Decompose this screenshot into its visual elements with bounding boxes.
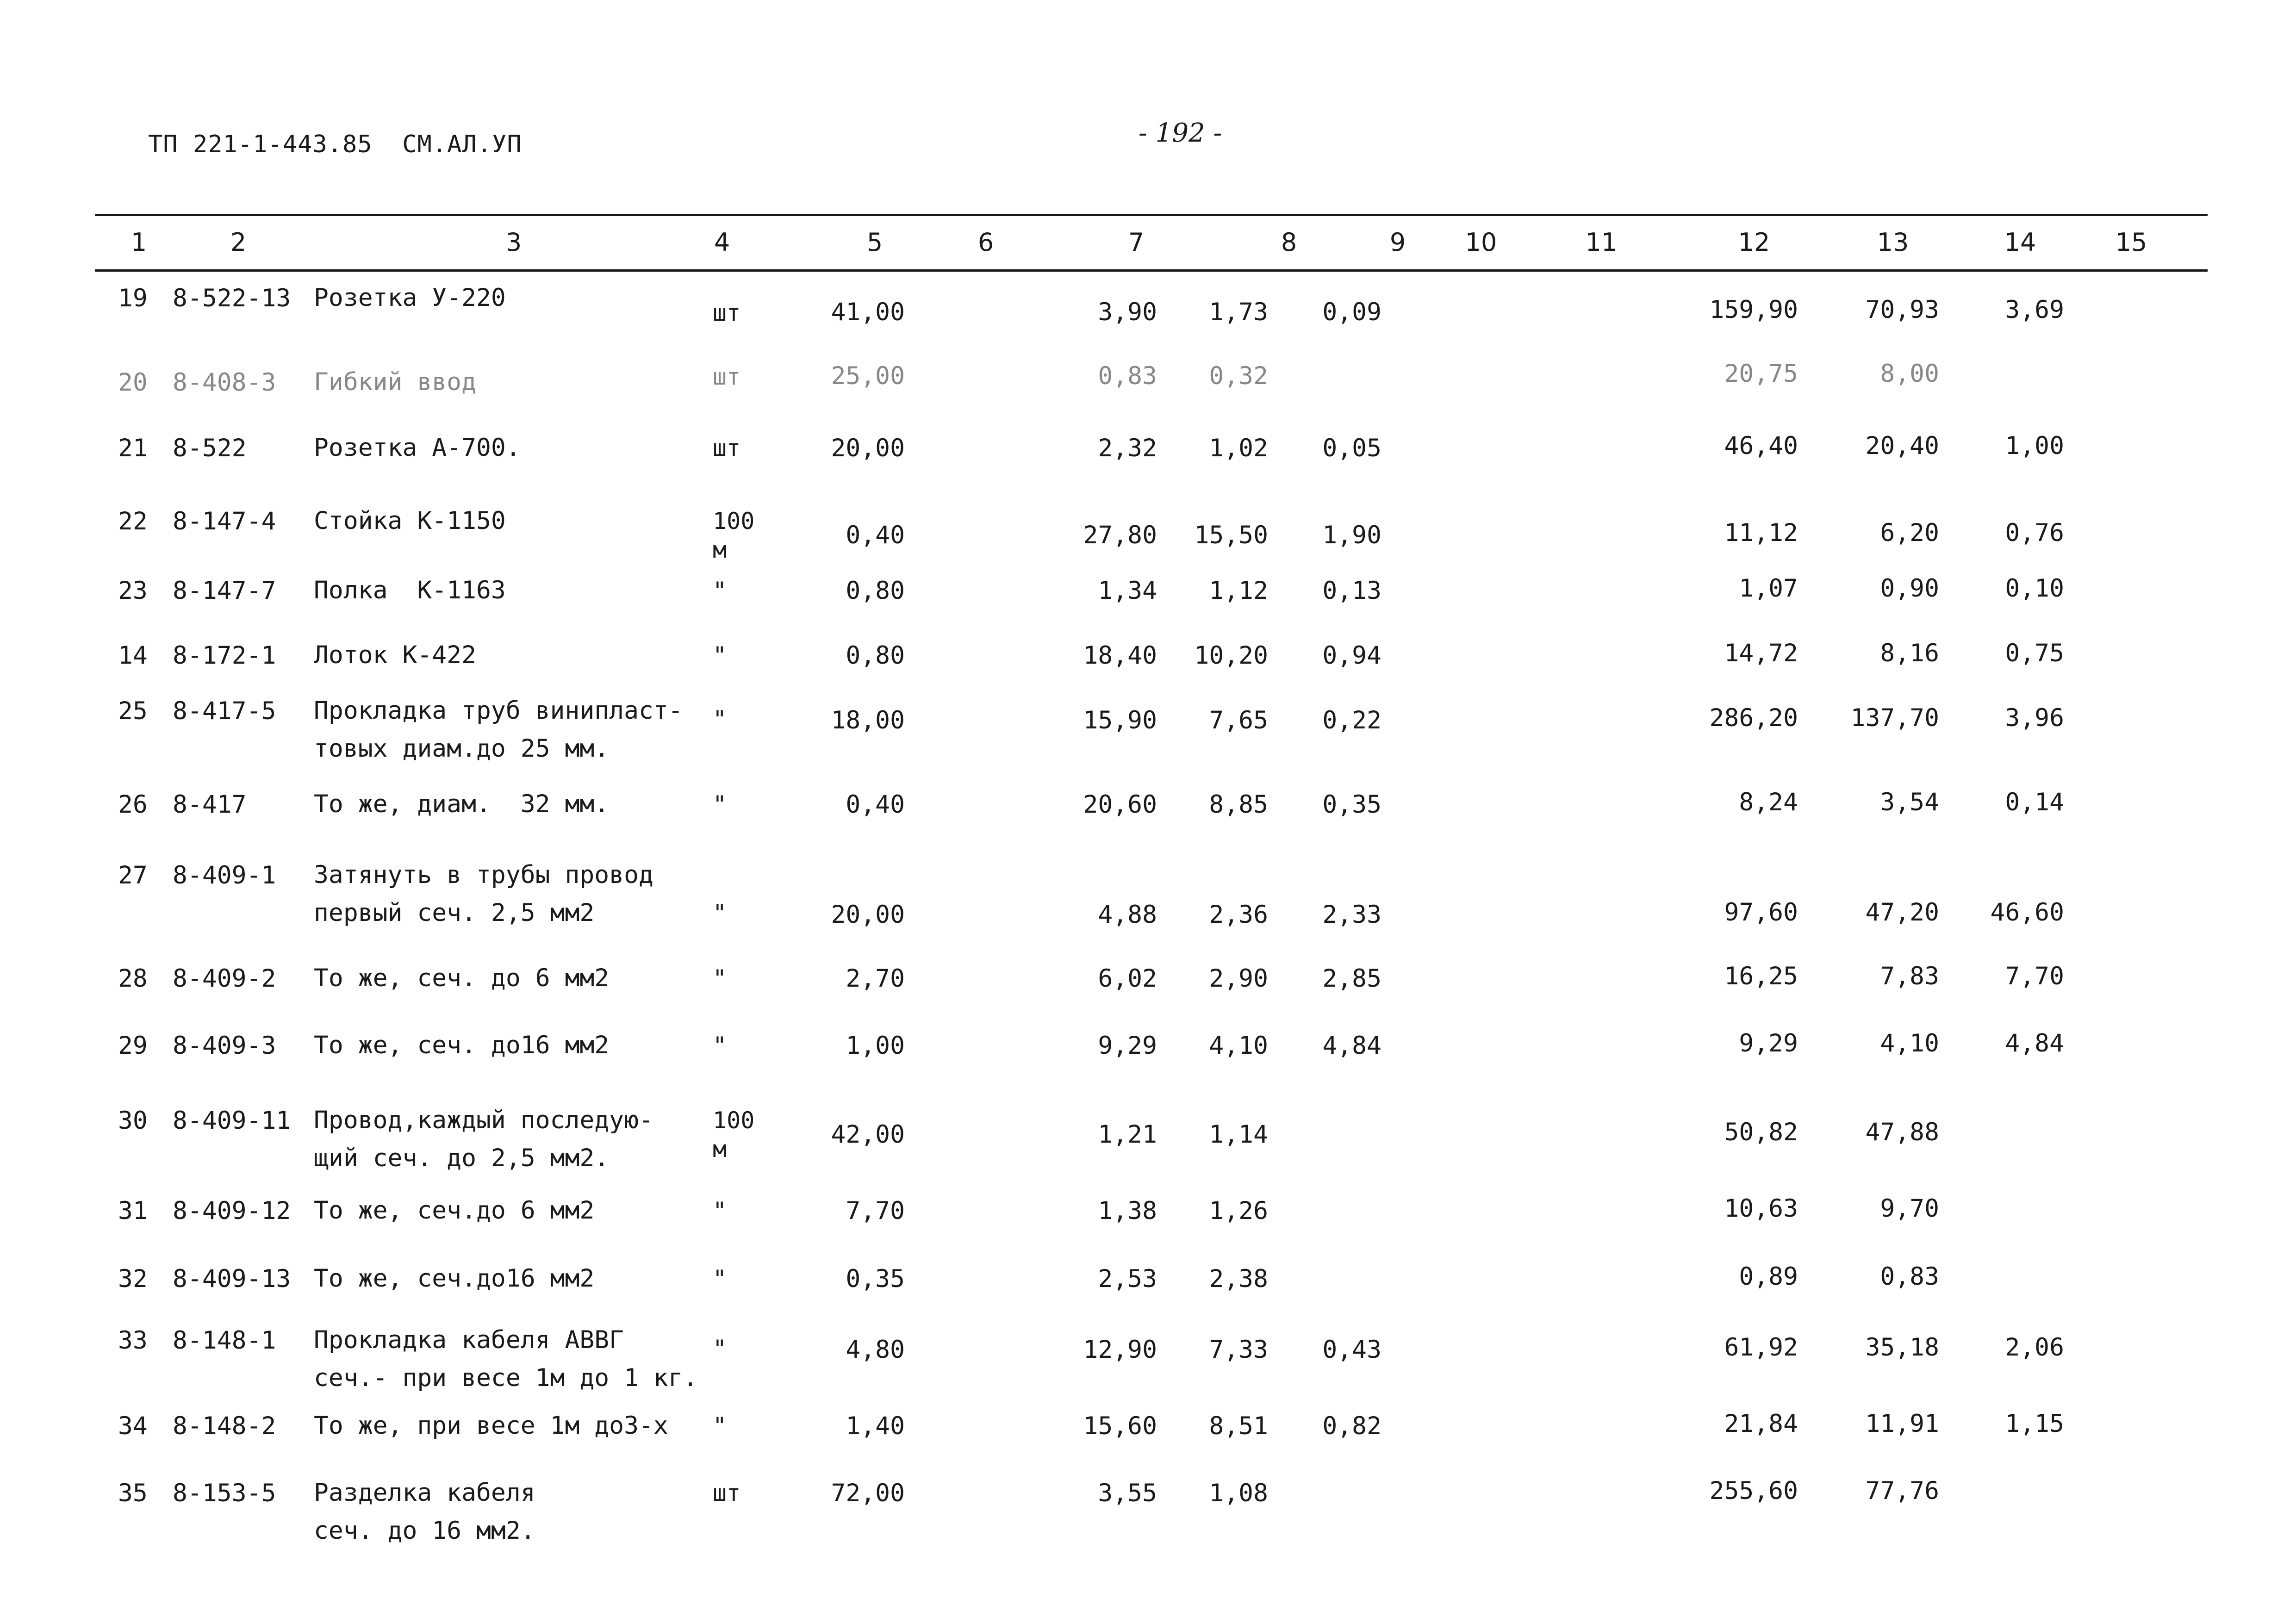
- col-header-12: 12: [1738, 228, 1770, 257]
- col-9-value: 1,90: [1322, 521, 1381, 549]
- col-7-value: 27,80: [1083, 521, 1157, 549]
- row-number: 29: [118, 1032, 148, 1060]
- col-12-value: 20,75: [1724, 360, 1798, 388]
- col-9-value: 0,13: [1322, 577, 1381, 605]
- col-header-4: 4: [714, 228, 730, 257]
- col-header-3: 3: [505, 228, 522, 257]
- rate-code: 8-409-1: [173, 861, 276, 889]
- col-12-value: 8,24: [1739, 788, 1798, 816]
- work-description: Розетка А-700.: [314, 434, 521, 462]
- col-13-value: 11,91: [1865, 1410, 1939, 1438]
- work-description: Розетка У-220: [314, 284, 506, 312]
- rate-code: 8-148-2: [173, 1412, 276, 1440]
- quantity-value: 7,70: [846, 1197, 905, 1225]
- col-12-value: 0,89: [1739, 1262, 1798, 1291]
- col-8-value: 1,12: [1209, 577, 1268, 605]
- work-description: Разделка кабеля сеч. до 16 мм2.: [314, 1479, 535, 1545]
- col-7-value: 6,02: [1098, 964, 1157, 993]
- col-7-value: 12,90: [1083, 1336, 1157, 1364]
- col-8-value: 1,73: [1209, 298, 1268, 326]
- col-7-value: 9,29: [1098, 1032, 1157, 1060]
- rate-code: 8-522: [173, 434, 247, 462]
- col-8-value: 4,10: [1209, 1032, 1268, 1060]
- col-7-value: 18,40: [1083, 641, 1157, 670]
- col-13-value: 137,70: [1850, 704, 1939, 732]
- work-description: Лоток К-422: [314, 641, 476, 669]
- col-14-value: 7,70: [2005, 962, 2064, 990]
- col-12-value: 1,07: [1739, 574, 1798, 603]
- col-7-value: 3,90: [1098, 298, 1157, 326]
- col-14-value: 3,96: [2005, 704, 2064, 732]
- unit-of-measure: шт: [713, 299, 741, 326]
- col-9-value: 0,22: [1322, 706, 1381, 734]
- unit-of-measure: шт: [713, 1480, 741, 1506]
- col-8-value: 0,32: [1209, 362, 1268, 390]
- col-14-value: 0,10: [2005, 574, 2064, 603]
- rate-code: 8-417: [173, 790, 247, 819]
- quantity-value: 42,00: [831, 1120, 905, 1149]
- work-description: Гибкий ввод: [314, 368, 476, 396]
- rate-code: 8-409-12: [173, 1197, 291, 1225]
- col-13-value: 0,83: [1880, 1262, 1939, 1291]
- col-14-value: 0,76: [2005, 519, 2064, 547]
- row-number: 30: [118, 1107, 148, 1135]
- row-number: 34: [118, 1412, 148, 1440]
- col-13-value: 9,70: [1880, 1194, 1939, 1223]
- row-number: 32: [118, 1265, 148, 1293]
- quantity-value: 25,00: [831, 362, 905, 390]
- col-12-value: 255,60: [1709, 1477, 1798, 1505]
- unit-of-measure: ": [713, 1197, 727, 1224]
- work-description: То же, сеч. до 6 мм2: [314, 964, 610, 992]
- row-number: 28: [118, 964, 148, 993]
- col-13-value: 4,10: [1880, 1029, 1939, 1057]
- quantity-value: 0,80: [846, 641, 905, 670]
- col-14-value: 2,06: [2005, 1333, 2064, 1362]
- row-number: 26: [118, 790, 148, 819]
- col-12-value: 14,72: [1724, 639, 1798, 667]
- work-description: То же, сеч.до 6 мм2: [314, 1196, 595, 1225]
- work-description: Стойка К-1150: [314, 507, 506, 535]
- quantity-value: 72,00: [831, 1479, 905, 1507]
- unit-of-measure: 100 м: [713, 1107, 755, 1163]
- col-header-10: 10: [1465, 228, 1497, 257]
- col-13-value: 8,00: [1880, 360, 1939, 388]
- col-8-value: 1,26: [1209, 1197, 1268, 1225]
- unit-of-measure: 100 м: [713, 508, 755, 563]
- col-8-value: 2,36: [1209, 901, 1268, 929]
- col-12-value: 11,12: [1724, 519, 1798, 547]
- rate-code: 8-409-2: [173, 964, 276, 993]
- col-13-value: 7,83: [1880, 962, 1939, 990]
- col-7-value: 20,60: [1083, 790, 1157, 819]
- rate-code: 8-147-7: [173, 577, 276, 605]
- rate-code: 8-409-3: [173, 1032, 276, 1060]
- col-13-value: 35,18: [1865, 1333, 1939, 1362]
- quantity-value: 0,40: [846, 790, 905, 819]
- rate-code: 8-172-1: [173, 641, 276, 670]
- page-number: - 192 -: [1139, 118, 1222, 148]
- work-description: Затянуть в трубы провод первый сеч. 2,5 мм2: [314, 861, 653, 927]
- row-number: 23: [118, 577, 148, 605]
- col-12-value: 61,92: [1724, 1333, 1798, 1362]
- quantity-value: 0,80: [846, 577, 905, 605]
- col-7-value: 1,34: [1098, 577, 1157, 605]
- unit-of-measure: ": [713, 1412, 727, 1439]
- unit-of-measure: ": [713, 791, 727, 818]
- col-header-11: 11: [1585, 228, 1618, 257]
- col-8-value: 8,51: [1209, 1412, 1268, 1440]
- document-code: ТП 221-1-443.85 СМ.АЛ.УП: [148, 131, 522, 158]
- col-12-value: 97,60: [1724, 898, 1798, 927]
- work-description: Прокладка труб винипласт- товых диам.до 25 мм.: [314, 696, 683, 763]
- rate-code: 8-147-4: [173, 507, 276, 535]
- row-number: 22: [118, 507, 148, 535]
- col-9-value: 0,35: [1322, 790, 1381, 819]
- quantity-value: 20,00: [831, 434, 905, 462]
- col-7-value: 2,53: [1098, 1265, 1157, 1293]
- col-8-value: 1,02: [1209, 434, 1268, 462]
- col-13-value: 20,40: [1865, 432, 1939, 460]
- col-7-value: 0,83: [1098, 362, 1157, 390]
- rate-code: 8-153-5: [173, 1479, 276, 1507]
- col-13-value: 0,90: [1880, 574, 1939, 603]
- quantity-value: 1,00: [846, 1032, 905, 1060]
- unit-of-measure: ": [713, 1032, 727, 1059]
- work-description: Провод,каждый последую- щий сеч. до 2,5 мм2.: [314, 1106, 653, 1172]
- col-7-value: 2,32: [1098, 434, 1157, 462]
- col-7-value: 15,60: [1083, 1412, 1157, 1440]
- col-9-value: 2,85: [1322, 964, 1381, 993]
- col-header-9: 9: [1389, 228, 1406, 257]
- col-14-value: 1,15: [2005, 1410, 2064, 1438]
- unit-of-measure: шт: [713, 435, 741, 461]
- rate-code: 8-409-13: [173, 1265, 291, 1293]
- unit-of-measure: ": [713, 900, 727, 927]
- row-number: 25: [118, 697, 148, 725]
- col-9-value: 0,05: [1322, 434, 1381, 462]
- col-9-value: 2,33: [1322, 901, 1381, 929]
- col-12-value: 159,90: [1709, 296, 1798, 324]
- col-12-value: 21,84: [1724, 1410, 1798, 1438]
- quantity-value: 18,00: [831, 706, 905, 734]
- col-14-value: 4,84: [2005, 1029, 2064, 1057]
- col-header-6: 6: [977, 228, 994, 257]
- unit-of-measure: ": [713, 965, 727, 992]
- col-8-value: 15,50: [1194, 521, 1268, 549]
- rate-code: 8-417-5: [173, 697, 276, 725]
- col-12-value: 46,40: [1724, 432, 1798, 460]
- col-8-value: 1,08: [1209, 1479, 1268, 1507]
- col-8-value: 7,65: [1209, 706, 1268, 734]
- col-12-value: 50,82: [1724, 1118, 1798, 1146]
- col-13-value: 70,93: [1865, 296, 1939, 324]
- quantity-value: 1,40: [846, 1412, 905, 1440]
- col-12-value: 9,29: [1739, 1029, 1798, 1057]
- table-top-rule: [95, 214, 2208, 216]
- col-9-value: 0,82: [1322, 1412, 1381, 1440]
- col-header-14: 14: [2004, 228, 2036, 257]
- quantity-value: 41,00: [831, 298, 905, 326]
- col-13-value: 77,76: [1865, 1477, 1939, 1505]
- quantity-value: 0,40: [846, 521, 905, 549]
- quantity-value: 2,70: [846, 964, 905, 993]
- col-8-value: 2,38: [1209, 1265, 1268, 1293]
- work-description: То же, при весе 1м до3-х: [314, 1412, 668, 1440]
- col-header-15: 15: [2115, 228, 2147, 257]
- row-number: 33: [118, 1326, 148, 1355]
- col-8-value: 7,33: [1209, 1336, 1268, 1364]
- col-12-value: 16,25: [1724, 962, 1798, 990]
- col-header-1: 1: [131, 228, 147, 257]
- work-description: Полка К-1163: [314, 576, 506, 604]
- row-number: 27: [118, 861, 148, 889]
- col-13-value: 3,54: [1880, 788, 1939, 816]
- col-7-value: 3,55: [1098, 1479, 1157, 1507]
- unit-of-measure: ": [713, 706, 727, 733]
- col-9-value: 0,94: [1322, 641, 1381, 670]
- col-header-13: 13: [1877, 228, 1909, 257]
- col-14-value: 0,14: [2005, 788, 2064, 816]
- rate-code: 8-409-11: [173, 1107, 291, 1135]
- col-13-value: 8,16: [1880, 639, 1939, 667]
- quantity-value: 20,00: [831, 901, 905, 929]
- unit-of-measure: шт: [713, 363, 741, 390]
- col-7-value: 1,38: [1098, 1197, 1157, 1225]
- rate-code: 8-408-3: [173, 368, 276, 397]
- col-header-5: 5: [866, 228, 883, 257]
- work-description: То же, сеч. до16 мм2: [314, 1031, 610, 1059]
- col-14-value: 1,00: [2005, 432, 2064, 460]
- col-7-value: 1,21: [1098, 1120, 1157, 1149]
- unit-of-measure: ": [713, 1265, 727, 1292]
- col-8-value: 1,14: [1209, 1120, 1268, 1149]
- table-header-rule: [95, 269, 2208, 272]
- col-12-value: 286,20: [1709, 704, 1798, 732]
- col-14-value: 46,60: [1990, 898, 2064, 927]
- work-description: То же, сеч.до16 мм2: [314, 1264, 595, 1293]
- col-9-value: 0,09: [1322, 298, 1381, 326]
- col-9-value: 4,84: [1322, 1032, 1381, 1060]
- col-header-7: 7: [1128, 228, 1145, 257]
- col-7-value: 15,90: [1083, 706, 1157, 734]
- col-13-value: 47,20: [1865, 898, 1939, 927]
- col-13-value: 6,20: [1880, 519, 1939, 547]
- col-12-value: 10,63: [1724, 1194, 1798, 1223]
- col-8-value: 10,20: [1194, 641, 1268, 670]
- rate-code: 8-522-13: [173, 284, 291, 312]
- row-number: 31: [118, 1197, 148, 1225]
- work-description: То же, диам. 32 мм.: [314, 790, 610, 818]
- unit-of-measure: ": [713, 1335, 727, 1362]
- quantity-value: 0,35: [846, 1265, 905, 1293]
- row-number: 19: [118, 284, 148, 312]
- col-9-value: 0,43: [1322, 1336, 1381, 1364]
- rate-code: 8-148-1: [173, 1326, 276, 1355]
- col-header-2: 2: [230, 228, 247, 257]
- unit-of-measure: ": [713, 642, 727, 669]
- col-14-value: 3,69: [2005, 296, 2064, 324]
- work-description: Прокладка кабеля АВВГ сеч.- при весе 1м до 1 кг.: [314, 1326, 698, 1392]
- col-14-value: 0,75: [2005, 639, 2064, 667]
- quantity-value: 4,80: [846, 1336, 905, 1364]
- row-number: 35: [118, 1479, 148, 1507]
- col-13-value: 47,88: [1865, 1118, 1939, 1146]
- unit-of-measure: ": [713, 577, 727, 604]
- row-number: 21: [118, 434, 148, 462]
- col-8-value: 2,90: [1209, 964, 1268, 993]
- row-number: 14: [118, 641, 148, 670]
- col-header-8: 8: [1281, 228, 1297, 257]
- col-7-value: 4,88: [1098, 901, 1157, 929]
- col-8-value: 8,85: [1209, 790, 1268, 819]
- row-number: 20: [118, 368, 148, 397]
